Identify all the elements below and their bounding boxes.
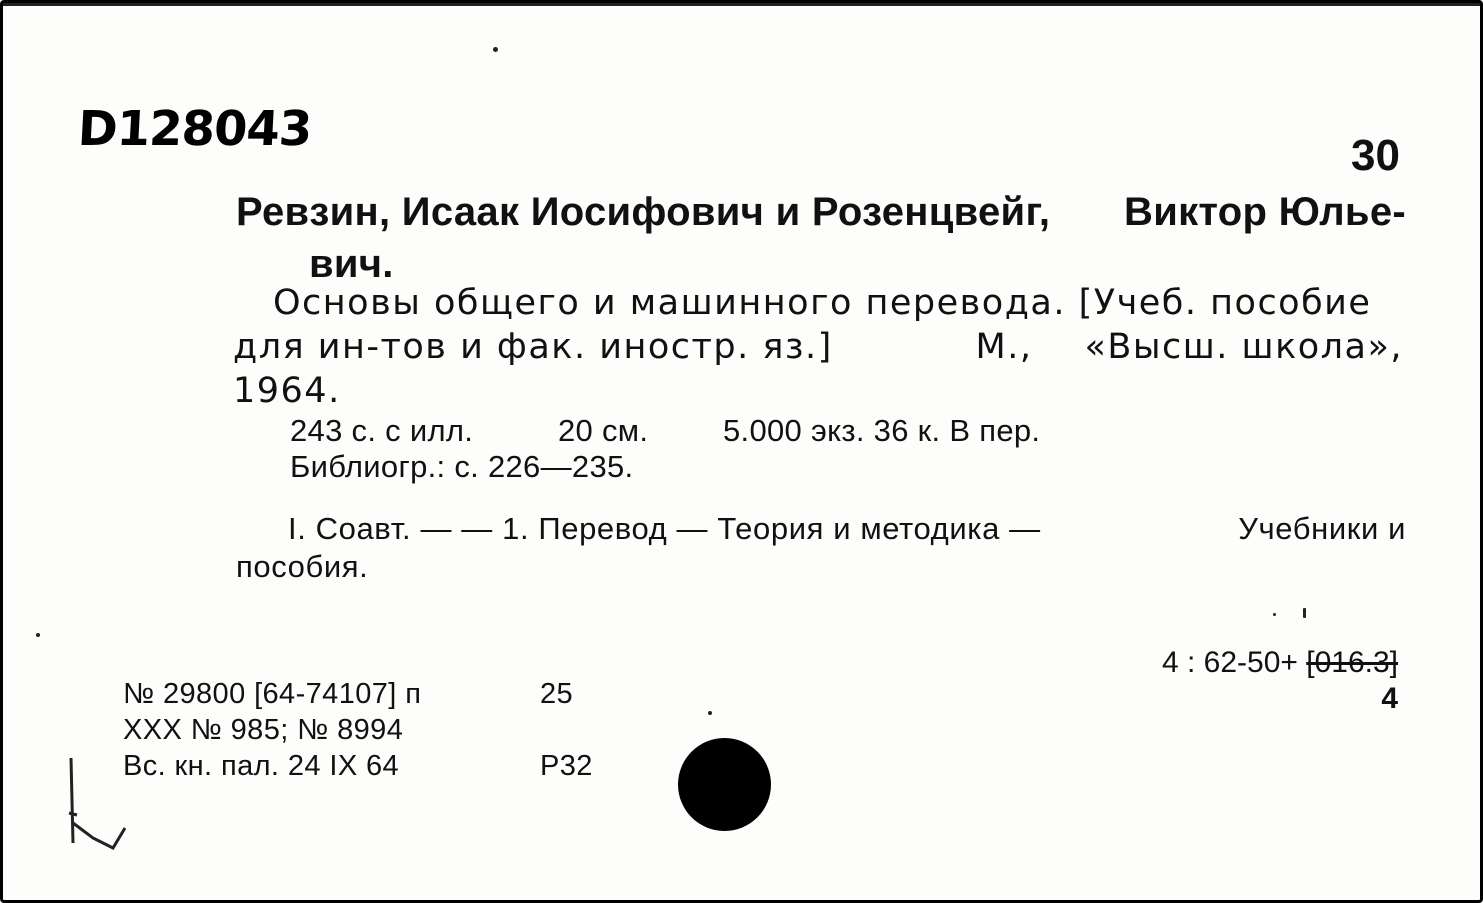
subject-tracings xyxy=(236,510,1406,586)
punch-hole xyxy=(678,738,771,831)
printing-info-row xyxy=(123,748,593,784)
author-names-continued: Виктор Юлье- xyxy=(1124,190,1406,234)
order-count: 25 xyxy=(540,678,574,710)
struck-classification-code: [016.3] xyxy=(1306,646,1398,679)
title-line-1: Основы общего и машинного перевода. [Учеб. пособие xyxy=(273,283,1372,323)
card-number: 30 xyxy=(1351,131,1400,180)
printing-info-row xyxy=(123,676,593,712)
imprint xyxy=(976,325,1403,369)
classification-line-1 xyxy=(1162,645,1398,681)
classification-number xyxy=(1162,645,1398,717)
subject-tracings-continued: Учебники и xyxy=(1238,511,1406,546)
page-count: 243 с. с илл. xyxy=(290,413,474,448)
publication-year: 1964. xyxy=(233,371,341,411)
physical-description-line xyxy=(290,413,1040,449)
subject-tracings-line-1 xyxy=(236,510,1406,548)
order-number: № 29800 [64-74107] п xyxy=(123,678,422,710)
title-audience: для ин-тов и фак. иностр. яз.] xyxy=(233,327,833,367)
physical-description xyxy=(290,413,1040,485)
printing-info-row xyxy=(123,712,593,748)
printing-info xyxy=(123,676,593,784)
book-size: 20 см. xyxy=(558,413,649,448)
dust-speck xyxy=(36,633,40,637)
pencil-mark xyxy=(53,753,143,853)
book-chamber-date: Вс. кн. пал. 24 IX 64 xyxy=(123,750,400,782)
publisher: «Высш. школа», xyxy=(1084,327,1403,367)
author-names: Ревзин, Исаак Иосифович и Розенцвейг, xyxy=(236,190,1051,234)
subject-tracings-line-2: пособия. xyxy=(236,549,369,584)
print-run-and-price: 5.000 экз. 36 к. В пер. xyxy=(723,413,1041,448)
dust-speck xyxy=(493,47,498,52)
dust-speck xyxy=(1273,613,1276,616)
classification-code: 4 : 62-50+ xyxy=(1161,646,1298,679)
handwritten-accession-number: D128043 xyxy=(76,101,313,157)
author-heading-line-2: вич. xyxy=(309,242,394,286)
series-number: XXX № 985; № 8994 xyxy=(123,714,404,746)
author-heading xyxy=(236,186,1406,290)
title-line-2 xyxy=(233,325,1403,369)
dust-speck xyxy=(1303,608,1306,618)
card-top-edge xyxy=(3,3,1480,15)
location-code: Р32 xyxy=(540,750,593,782)
title-block xyxy=(233,281,1403,413)
subject-tracings-text: I. Соавт. — — 1. Перевод — Теория и методика — xyxy=(288,511,1041,546)
classification-line-2: 4 xyxy=(1381,682,1398,715)
bibliography-note: Библиогр.: с. 226—235. xyxy=(290,449,634,484)
dust-speck xyxy=(708,711,712,715)
publication-place: М., xyxy=(975,327,1033,367)
author-heading-line-1 xyxy=(236,186,1406,238)
